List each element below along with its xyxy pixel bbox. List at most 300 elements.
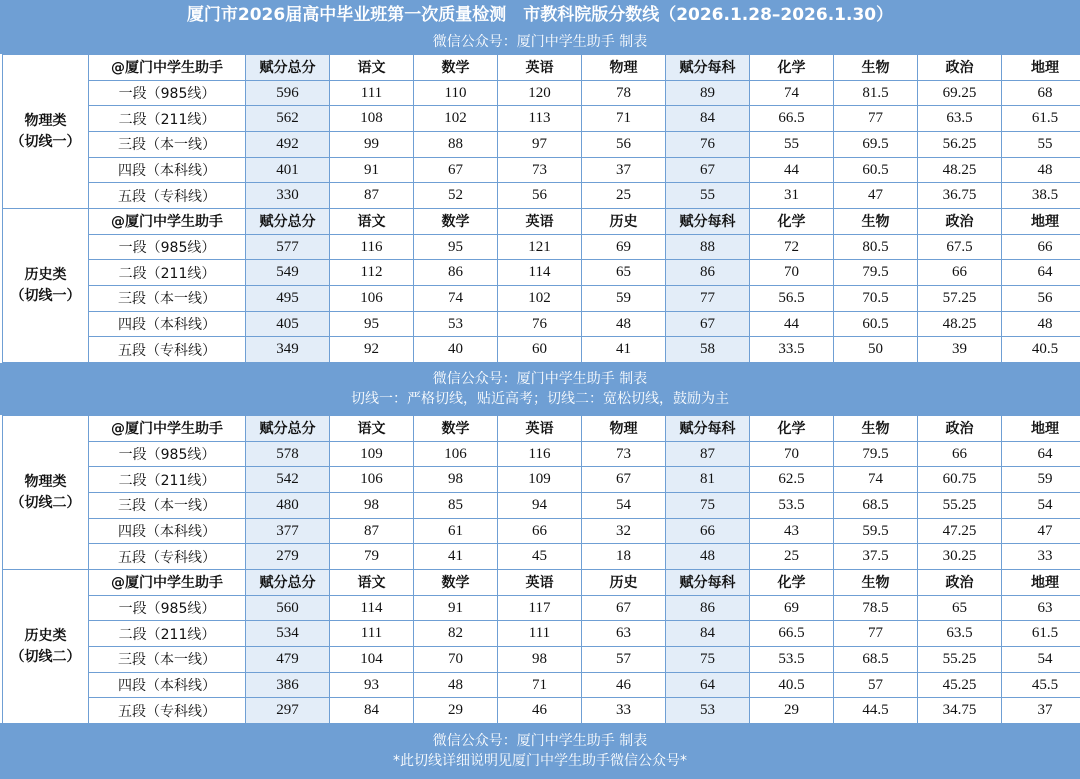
score-cell: 54 xyxy=(1002,493,1080,519)
score-cell: 68 xyxy=(1002,80,1080,106)
column-header: @厦门中学生助手 xyxy=(89,209,246,235)
score-cell: 65 xyxy=(918,595,1002,621)
score-cell: 120 xyxy=(498,80,582,106)
category-name: 历史类 xyxy=(24,627,67,644)
column-header: 政治 xyxy=(918,209,1002,235)
score-cell: 84 xyxy=(666,106,750,132)
table-row xyxy=(3,544,1080,570)
table-row xyxy=(3,621,1080,647)
row-label: 一段（985线） xyxy=(89,234,246,260)
score-cell: 56.25 xyxy=(918,132,1002,158)
score-cell: 63 xyxy=(1002,595,1080,621)
score-cell: 57 xyxy=(582,647,666,673)
row-label: 三段（本一线） xyxy=(89,286,246,312)
table-header-row xyxy=(3,416,1080,442)
score-cell: 38.5 xyxy=(1002,183,1080,209)
row-label: 五段（专科线） xyxy=(89,698,246,724)
score-cell: 66 xyxy=(498,518,582,544)
row-label: 四段（本科线） xyxy=(89,157,246,183)
score-table xyxy=(2,569,1080,724)
column-header: 赋分每科 xyxy=(666,209,750,235)
column-header: 化学 xyxy=(750,570,834,596)
page-title: 厦门市2026届高中毕业班第一次质量检测 市教科院版分数线（2026.1.28–2026.1.30） xyxy=(0,0,1080,30)
score-cell: 86 xyxy=(666,260,750,286)
score-cell: 111 xyxy=(498,621,582,647)
column-header: @厦门中学生助手 xyxy=(89,570,246,596)
table-row xyxy=(3,157,1080,183)
row-label: 五段（专科线） xyxy=(89,337,246,363)
score-cell: 479 xyxy=(246,647,330,673)
score-cell: 377 xyxy=(246,518,330,544)
score-cell: 79.5 xyxy=(834,260,918,286)
table-row xyxy=(3,234,1080,260)
column-header: 数学 xyxy=(414,55,498,81)
middle-note xyxy=(0,363,1080,415)
score-cell: 45 xyxy=(498,544,582,570)
score-cell: 56 xyxy=(498,183,582,209)
table-row xyxy=(3,260,1080,286)
table-row xyxy=(3,80,1080,106)
column-header: 地理 xyxy=(1002,416,1080,442)
row-label: 一段（985线） xyxy=(89,595,246,621)
score-cell: 116 xyxy=(330,234,414,260)
score-cell: 87 xyxy=(666,441,750,467)
score-cell: 44 xyxy=(750,157,834,183)
table-row xyxy=(3,518,1080,544)
column-header: 生物 xyxy=(834,416,918,442)
column-header: 赋分每科 xyxy=(666,570,750,596)
score-cell: 36.75 xyxy=(918,183,1002,209)
score-cell: 40.5 xyxy=(750,672,834,698)
table-row xyxy=(3,467,1080,493)
score-cell: 69.5 xyxy=(834,132,918,158)
score-cell: 60.5 xyxy=(834,311,918,337)
score-cell: 66 xyxy=(1002,234,1080,260)
score-cell: 55 xyxy=(666,183,750,209)
score-cell: 80.5 xyxy=(834,234,918,260)
row-label: 三段（本一线） xyxy=(89,132,246,158)
score-cell: 97 xyxy=(498,132,582,158)
column-header: 地理 xyxy=(1002,209,1080,235)
score-cell: 112 xyxy=(330,260,414,286)
column-header: 语文 xyxy=(330,416,414,442)
column-header: 英语 xyxy=(498,55,582,81)
score-table xyxy=(2,208,1080,363)
column-header: 政治 xyxy=(918,55,1002,81)
score-cell: 37.5 xyxy=(834,544,918,570)
table-row xyxy=(3,441,1080,467)
row-label: 四段（本科线） xyxy=(89,518,246,544)
score-cell: 82 xyxy=(414,621,498,647)
score-cell: 52 xyxy=(414,183,498,209)
score-cell: 68.5 xyxy=(834,647,918,673)
score-cell: 53 xyxy=(666,698,750,724)
table-row xyxy=(3,311,1080,337)
table-history-cutline-1 xyxy=(2,208,1080,363)
score-cell: 69.25 xyxy=(918,80,1002,106)
score-cell: 92 xyxy=(330,337,414,363)
score-cell: 70 xyxy=(414,647,498,673)
table-header-row xyxy=(3,55,1080,81)
score-cell: 104 xyxy=(330,647,414,673)
score-cell: 33.5 xyxy=(750,337,834,363)
row-label: 四段（本科线） xyxy=(89,311,246,337)
score-cell: 98 xyxy=(414,467,498,493)
score-cell: 47.25 xyxy=(918,518,1002,544)
score-cell: 109 xyxy=(498,467,582,493)
score-cell: 37 xyxy=(1002,698,1080,724)
table-physics-cutline-1 xyxy=(2,54,1080,209)
row-label: 二段（211线） xyxy=(89,260,246,286)
table-row xyxy=(3,286,1080,312)
score-cell: 59 xyxy=(1002,467,1080,493)
score-cell: 549 xyxy=(246,260,330,286)
score-cell: 71 xyxy=(582,106,666,132)
score-cell: 66.5 xyxy=(750,621,834,647)
score-cell: 29 xyxy=(750,698,834,724)
row-label: 二段（211线） xyxy=(89,467,246,493)
score-cell: 56 xyxy=(582,132,666,158)
score-cell: 121 xyxy=(498,234,582,260)
column-header: 生物 xyxy=(834,570,918,596)
score-table xyxy=(2,54,1080,209)
score-cell: 54 xyxy=(582,493,666,519)
score-cell: 76 xyxy=(666,132,750,158)
score-cell: 70.5 xyxy=(834,286,918,312)
score-cell: 81 xyxy=(666,467,750,493)
score-cell: 106 xyxy=(414,441,498,467)
score-cell: 401 xyxy=(246,157,330,183)
score-cell: 102 xyxy=(414,106,498,132)
score-cell: 98 xyxy=(330,493,414,519)
score-cell: 33 xyxy=(1002,544,1080,570)
score-cell: 562 xyxy=(246,106,330,132)
score-cell: 56.5 xyxy=(750,286,834,312)
score-cell: 560 xyxy=(246,595,330,621)
category-label xyxy=(3,55,89,209)
score-cell: 75 xyxy=(666,647,750,673)
column-header: 地理 xyxy=(1002,570,1080,596)
score-cell: 57.25 xyxy=(918,286,1002,312)
score-cell: 46 xyxy=(582,672,666,698)
footer-disclaimer: *此切线详细说明见厦门中学生助手微信公众号* xyxy=(393,753,687,769)
score-cell: 66 xyxy=(918,260,1002,286)
score-cell: 66 xyxy=(666,518,750,544)
score-cell: 50 xyxy=(834,337,918,363)
score-cell: 55 xyxy=(750,132,834,158)
category-label xyxy=(3,570,89,724)
column-header: 英语 xyxy=(498,209,582,235)
score-cell: 63 xyxy=(582,621,666,647)
row-label: 五段（专科线） xyxy=(89,183,246,209)
score-cell: 106 xyxy=(330,286,414,312)
column-header: 化学 xyxy=(750,55,834,81)
column-header: 历史 xyxy=(582,209,666,235)
score-cell: 89 xyxy=(666,80,750,106)
score-cell: 53.5 xyxy=(750,493,834,519)
column-header: 赋分总分 xyxy=(246,570,330,596)
score-cell: 58 xyxy=(666,337,750,363)
score-cell: 45.25 xyxy=(918,672,1002,698)
column-header: @厦门中学生助手 xyxy=(89,416,246,442)
score-cell: 75 xyxy=(666,493,750,519)
score-cell: 47 xyxy=(1002,518,1080,544)
score-cell: 54 xyxy=(1002,647,1080,673)
score-cell: 33 xyxy=(582,698,666,724)
score-cell: 37 xyxy=(582,157,666,183)
score-cell: 61.5 xyxy=(1002,106,1080,132)
row-label: 三段（本一线） xyxy=(89,647,246,673)
table-row xyxy=(3,106,1080,132)
score-cell: 69 xyxy=(750,595,834,621)
score-cell: 108 xyxy=(330,106,414,132)
column-header: 英语 xyxy=(498,416,582,442)
row-label: 一段（985线） xyxy=(89,80,246,106)
cutline-name: （切线一） xyxy=(10,133,81,150)
score-cell: 74 xyxy=(414,286,498,312)
score-cell: 77 xyxy=(666,286,750,312)
score-cell: 67 xyxy=(666,311,750,337)
score-cell: 34.75 xyxy=(918,698,1002,724)
cutline-name: （切线二） xyxy=(10,494,81,511)
score-cell: 48 xyxy=(582,311,666,337)
score-cell: 87 xyxy=(330,183,414,209)
score-cell: 59 xyxy=(582,286,666,312)
score-cell: 480 xyxy=(246,493,330,519)
footer-credit: 微信公众号：厦门中学生助手 制表 xyxy=(432,733,648,749)
row-label: 四段（本科线） xyxy=(89,672,246,698)
score-cell: 40.5 xyxy=(1002,337,1080,363)
score-cell: 74 xyxy=(750,80,834,106)
column-header: 生物 xyxy=(834,55,918,81)
score-cell: 66.5 xyxy=(750,106,834,132)
score-cell: 111 xyxy=(330,621,414,647)
column-header: @厦门中学生助手 xyxy=(89,55,246,81)
score-cell: 62.5 xyxy=(750,467,834,493)
score-cell: 31 xyxy=(750,183,834,209)
score-cell: 41 xyxy=(414,544,498,570)
score-cell: 111 xyxy=(330,80,414,106)
score-cell: 117 xyxy=(498,595,582,621)
table-row xyxy=(3,183,1080,209)
column-header: 物理 xyxy=(582,416,666,442)
score-cell: 84 xyxy=(666,621,750,647)
column-header: 物理 xyxy=(582,55,666,81)
score-cell: 29 xyxy=(414,698,498,724)
score-cell: 63.5 xyxy=(918,106,1002,132)
score-cell: 64 xyxy=(1002,260,1080,286)
score-cell: 67 xyxy=(414,157,498,183)
subtitle-credit: 微信公众号：厦门中学生助手 制表 xyxy=(0,30,1080,54)
column-header: 化学 xyxy=(750,209,834,235)
cutline-name: （切线一） xyxy=(10,287,81,304)
column-header: 赋分每科 xyxy=(666,55,750,81)
score-cell: 64 xyxy=(1002,441,1080,467)
score-cell: 48.25 xyxy=(918,157,1002,183)
score-cell: 72 xyxy=(750,234,834,260)
category-label xyxy=(3,209,89,363)
score-cell: 69 xyxy=(582,234,666,260)
score-cell: 60.5 xyxy=(834,157,918,183)
score-cell: 67 xyxy=(666,157,750,183)
score-cell: 59.5 xyxy=(834,518,918,544)
score-cell: 46 xyxy=(498,698,582,724)
category-label xyxy=(3,416,89,570)
score-cell: 48 xyxy=(1002,311,1080,337)
table-row xyxy=(3,672,1080,698)
score-cell: 86 xyxy=(666,595,750,621)
column-header: 赋分总分 xyxy=(246,209,330,235)
score-cell: 98 xyxy=(498,647,582,673)
score-cell: 88 xyxy=(414,132,498,158)
row-label: 二段（211线） xyxy=(89,106,246,132)
column-header: 语文 xyxy=(330,55,414,81)
column-header: 化学 xyxy=(750,416,834,442)
score-cell: 32 xyxy=(582,518,666,544)
table-history-cutline-2 xyxy=(2,569,1080,724)
score-cell: 77 xyxy=(834,621,918,647)
score-cell: 57 xyxy=(834,672,918,698)
score-cell: 95 xyxy=(414,234,498,260)
score-cell: 102 xyxy=(498,286,582,312)
row-label: 三段（本一线） xyxy=(89,493,246,519)
footer-note xyxy=(0,723,1080,779)
score-cell: 67 xyxy=(582,595,666,621)
score-cell: 85 xyxy=(414,493,498,519)
score-cell: 60 xyxy=(498,337,582,363)
score-cell: 386 xyxy=(246,672,330,698)
score-cell: 25 xyxy=(582,183,666,209)
score-cell: 18 xyxy=(582,544,666,570)
score-cell: 86 xyxy=(414,260,498,286)
score-cell: 53.5 xyxy=(750,647,834,673)
score-cell: 534 xyxy=(246,621,330,647)
score-cell: 56 xyxy=(1002,286,1080,312)
score-cell: 94 xyxy=(498,493,582,519)
score-cell: 41 xyxy=(582,337,666,363)
row-label: 二段（211线） xyxy=(89,621,246,647)
score-cell: 55 xyxy=(1002,132,1080,158)
row-label: 五段（专科线） xyxy=(89,544,246,570)
row-label: 一段（985线） xyxy=(89,441,246,467)
score-cell: 44.5 xyxy=(834,698,918,724)
score-cell: 77 xyxy=(834,106,918,132)
column-header: 数学 xyxy=(414,570,498,596)
score-cell: 43 xyxy=(750,518,834,544)
table-header-row xyxy=(3,209,1080,235)
score-cell: 99 xyxy=(330,132,414,158)
score-cell: 106 xyxy=(330,467,414,493)
score-cell: 64 xyxy=(666,672,750,698)
score-cell: 330 xyxy=(246,183,330,209)
score-cell: 116 xyxy=(498,441,582,467)
score-cell: 30.25 xyxy=(918,544,1002,570)
score-cell: 66 xyxy=(918,441,1002,467)
score-cell: 492 xyxy=(246,132,330,158)
score-cell: 48 xyxy=(666,544,750,570)
column-header: 语文 xyxy=(330,209,414,235)
score-cell: 114 xyxy=(330,595,414,621)
score-cell: 44 xyxy=(750,311,834,337)
score-cell: 84 xyxy=(330,698,414,724)
score-cell: 65 xyxy=(582,260,666,286)
score-cell: 93 xyxy=(330,672,414,698)
score-cell: 63.5 xyxy=(918,621,1002,647)
score-cell: 297 xyxy=(246,698,330,724)
score-cell: 48 xyxy=(1002,157,1080,183)
score-cell: 45.5 xyxy=(1002,672,1080,698)
score-cell: 76 xyxy=(498,311,582,337)
table-row xyxy=(3,698,1080,724)
score-cell: 405 xyxy=(246,311,330,337)
column-header: 英语 xyxy=(498,570,582,596)
score-cell: 91 xyxy=(414,595,498,621)
table-physics-cutline-2 xyxy=(2,415,1080,570)
score-cell: 88 xyxy=(666,234,750,260)
score-cell: 73 xyxy=(498,157,582,183)
column-header: 数学 xyxy=(414,416,498,442)
score-cell: 495 xyxy=(246,286,330,312)
score-cell: 78.5 xyxy=(834,595,918,621)
column-header: 赋分总分 xyxy=(246,416,330,442)
score-cell: 67.5 xyxy=(918,234,1002,260)
table-row xyxy=(3,647,1080,673)
score-cell: 110 xyxy=(414,80,498,106)
score-cell: 25 xyxy=(750,544,834,570)
score-cell: 55.25 xyxy=(918,647,1002,673)
column-header: 历史 xyxy=(582,570,666,596)
score-cell: 78 xyxy=(582,80,666,106)
score-cell: 61.5 xyxy=(1002,621,1080,647)
score-cell: 40 xyxy=(414,337,498,363)
table-row xyxy=(3,493,1080,519)
score-cell: 349 xyxy=(246,337,330,363)
score-cell: 81.5 xyxy=(834,80,918,106)
table-row xyxy=(3,595,1080,621)
score-cell: 87 xyxy=(330,518,414,544)
cutline-name: （切线二） xyxy=(10,648,81,665)
table-row xyxy=(3,132,1080,158)
column-header: 政治 xyxy=(918,570,1002,596)
category-name: 物理类 xyxy=(24,112,67,129)
column-header: 语文 xyxy=(330,570,414,596)
score-cell: 596 xyxy=(246,80,330,106)
score-cell: 70 xyxy=(750,441,834,467)
column-header: 地理 xyxy=(1002,55,1080,81)
score-cell: 74 xyxy=(834,467,918,493)
score-cell: 48 xyxy=(414,672,498,698)
score-cell: 60.75 xyxy=(918,467,1002,493)
score-cell: 79 xyxy=(330,544,414,570)
score-cell: 113 xyxy=(498,106,582,132)
score-cell: 68.5 xyxy=(834,493,918,519)
score-cell: 61 xyxy=(414,518,498,544)
score-table xyxy=(2,415,1080,570)
score-cell: 39 xyxy=(918,337,1002,363)
score-cell: 114 xyxy=(498,260,582,286)
column-header: 赋分总分 xyxy=(246,55,330,81)
score-cell: 71 xyxy=(498,672,582,698)
middle-note-credit: 微信公众号：厦门中学生助手 制表 xyxy=(432,371,648,387)
score-cell: 70 xyxy=(750,260,834,286)
column-header: 赋分每科 xyxy=(666,416,750,442)
table-header-row xyxy=(3,570,1080,596)
column-header: 政治 xyxy=(918,416,1002,442)
score-cell: 55.25 xyxy=(918,493,1002,519)
score-cell: 48.25 xyxy=(918,311,1002,337)
score-cell: 279 xyxy=(246,544,330,570)
score-cell: 79.5 xyxy=(834,441,918,467)
